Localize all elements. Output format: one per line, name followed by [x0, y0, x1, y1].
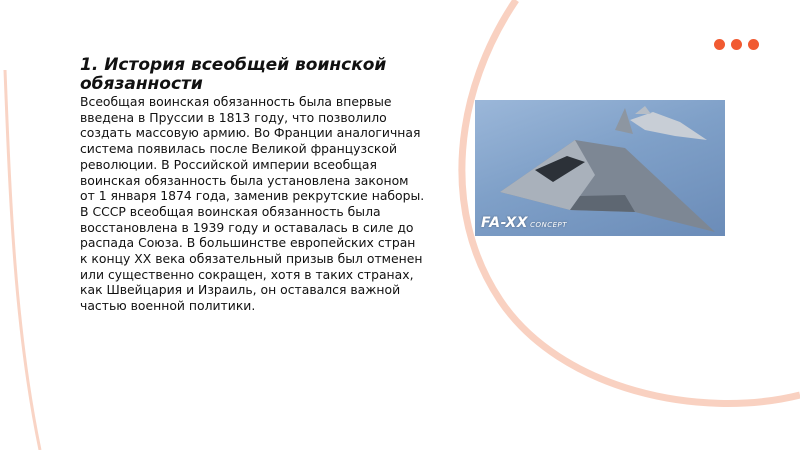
- caption-sub: CONCEPT: [530, 221, 568, 229]
- aircraft-photo: [475, 100, 725, 236]
- photo-caption: [481, 215, 567, 231]
- dot-icon: [731, 39, 742, 50]
- slide-title: 1. История всеобщей воинской обязанности: [80, 55, 387, 94]
- caption-main: FA-XX: [481, 215, 529, 231]
- slide-body-text: Всеобщая воинская обязанность была впервые введена в Пруссии в 1813 году, что позволило создать массовую армию. Во Франции аналогичная система появилась после Великой французской революции. В Российской империи всеобщая воинская обязанность была установлена законом от 1 января 1874 года, заменив рекрутские наборы. В СССР всеобщая воинская обязанность была восстановлена в 1939 году и оставалась в силе до распада Союза. В большинстве европейских стран к концу XX века обязательный призыв был отменен или существенно сокращен, хотя в таких странах, как Швейцария и Израиль, он оставался важной частью военной политики.: [80, 94, 425, 314]
- menu-dots: [714, 39, 759, 50]
- dot-icon: [748, 39, 759, 50]
- dot-icon: [714, 39, 725, 50]
